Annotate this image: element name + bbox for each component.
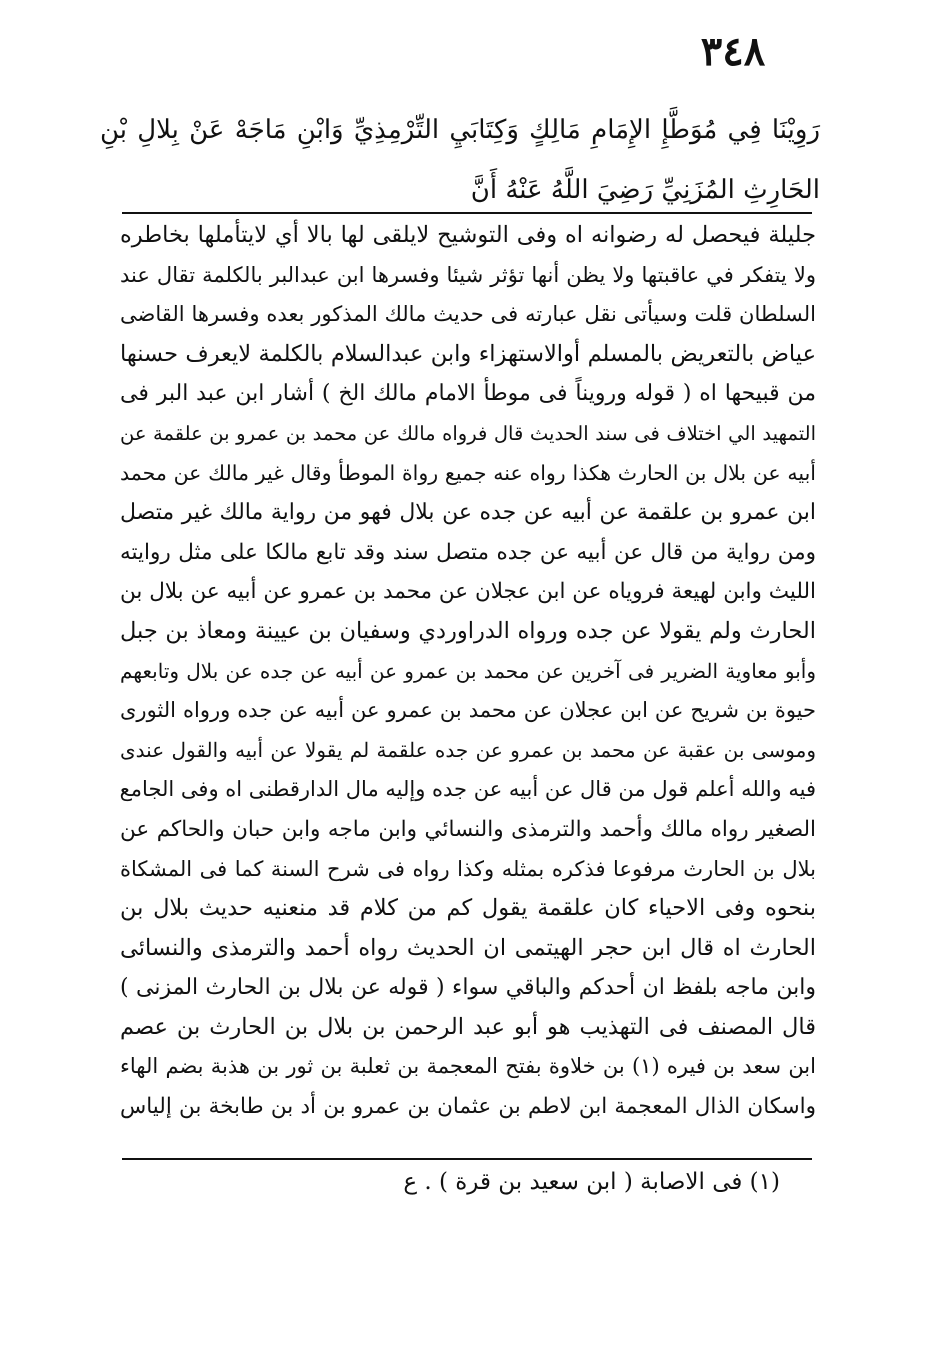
commentary-line: التمهيد الي اختلاف فى سند الحديث قال فرواه مالك عن محمد بن عمرو بن علقمة عن <box>120 421 816 445</box>
commentary-line: السلطان قلت وسيأتى نقل عبارته فى حديث مالك المذكور بعده وفسرها القاضى <box>120 302 816 327</box>
commentary-line: ولا يتفكر في عاقبتها ولا يظن أنها تؤثر شيئا وفسرها ابن عبدالبر بالكلمة تقال عند <box>120 262 816 287</box>
commentary-line: قال المصنف فى التهذيب هو أبو عبد الرحمن بن بلال بن الحارث بن عصم <box>120 1013 816 1040</box>
commentary-line: حيوة بن شريح عن ابن عجلان عن محمد بن عمرو عن أبيه عن جده ورواه الثورى <box>120 698 816 723</box>
commentary-line: من قبيحها اه ( قوله ورويناً فى موطأ الامام مالك الخ ) أشار ابن عبد البر فى <box>120 381 816 407</box>
commentary-line: الحارث ولم يقولا عن جده ورواه الدراوردي وسفيان بن عيينة ومعاذ بن جبل <box>120 617 816 644</box>
commentary-line: واسكان الذال المعجمة ابن لاطم بن عثمان بن عمرو بن أد بن طابخة بن إلياس <box>120 1094 816 1120</box>
commentary-line: عياض بالتعريض بالمسلم أوالاستهزاء وابن عبدالسلام بالكلمة لايعرف حسنها <box>120 340 816 367</box>
page-number: ٣٤٨ <box>700 28 766 75</box>
commentary-line: بلال بن الحارث مرفوعا فذكره بمثله وكذا رواه فى شرح السنة كما فى المشكاة <box>120 856 816 881</box>
commentary-line: ابن عمرو بن علقمة عن أبيه عن جده عن بلال فهو من رواية مالك غير متصل <box>120 500 816 526</box>
commentary-line: جليلة فيحصل له رضوانه اه وفى التوشيح لايلقى لها بالا أي لايتأملها بخاطره <box>120 222 816 248</box>
commentary-block <box>120 216 816 1127</box>
commentary-line: الليث وابن لهيعة فروياه عن ابن عجلان عن محمد بن عمرو عن أبيه عن بلال بن <box>120 579 816 605</box>
commentary-line: الصغير رواه مالك وأحمد والترمذى والنسائي وابن ماجه وابن حبان والحاكم عن <box>120 816 816 842</box>
commentary-line: ابن سعد بن فيره (١) بن خلاوة بفتح المعجمة بن ثعلبة بن ثور بن هذبة بضم الهاء <box>120 1054 816 1079</box>
main-hadith-text: رَوِيْنَا فِي مُوَطَّإِ الإِمَامِ مَالِكٍ وَكِتَابَيِ التِّرْمِذِيِّ وَابْنِ مَاجَهْ عَنْ بِلالِ بْنِ الحَارِثِ المُزَنِيِّ رَضِيَ اللَّهُ عَنْهُ أَنَّ <box>100 115 820 205</box>
main-text-divider <box>122 212 812 214</box>
commentary-line: الحارث اه قال ابن حجر الهيتمى ان الحديث رواه أحمد والترمذى والنسائى <box>120 934 816 961</box>
commentary-line: فيه والله أعلم قول من قال عن أبيه عن جده وإليه مال الدارقطنى اه وفى الجامع <box>120 777 816 802</box>
commentary-line: وأبو معاوية الضرير فى آخرين عن محمد بن عمرو عن أبيه عن جده عن بلال وتابعهم <box>120 658 816 683</box>
commentary-line: أبيه عن بلال بن الحارث هكذا رواه عنه جميع رواة الموطأ وقال غير مالك عن محمد <box>120 460 816 485</box>
commentary-line: وموسى بن عقبة عن محمد بن عمرو عن جده علقمة لم يقولا عن أبيه والقول عندى <box>120 737 816 762</box>
commentary-line: ومن رواية من قال عن أبيه عن جده متصل سند وقد تابع مالكا على مثل روايته <box>120 539 816 565</box>
commentary-line: وابن ماجه بلفظ ان أحدكم والباقي سواء ( قوله عن بلال بن الحارث المزنى ) <box>120 975 816 1001</box>
footnote: (١) فى الاصابة ( ابن سعيد بن قرة ) . ع <box>403 1169 780 1195</box>
commentary-line: بنحوه وفى الاحياء كان علقمة يقول كم من كلام قد منعنيه حديث بلال بن <box>120 895 816 922</box>
